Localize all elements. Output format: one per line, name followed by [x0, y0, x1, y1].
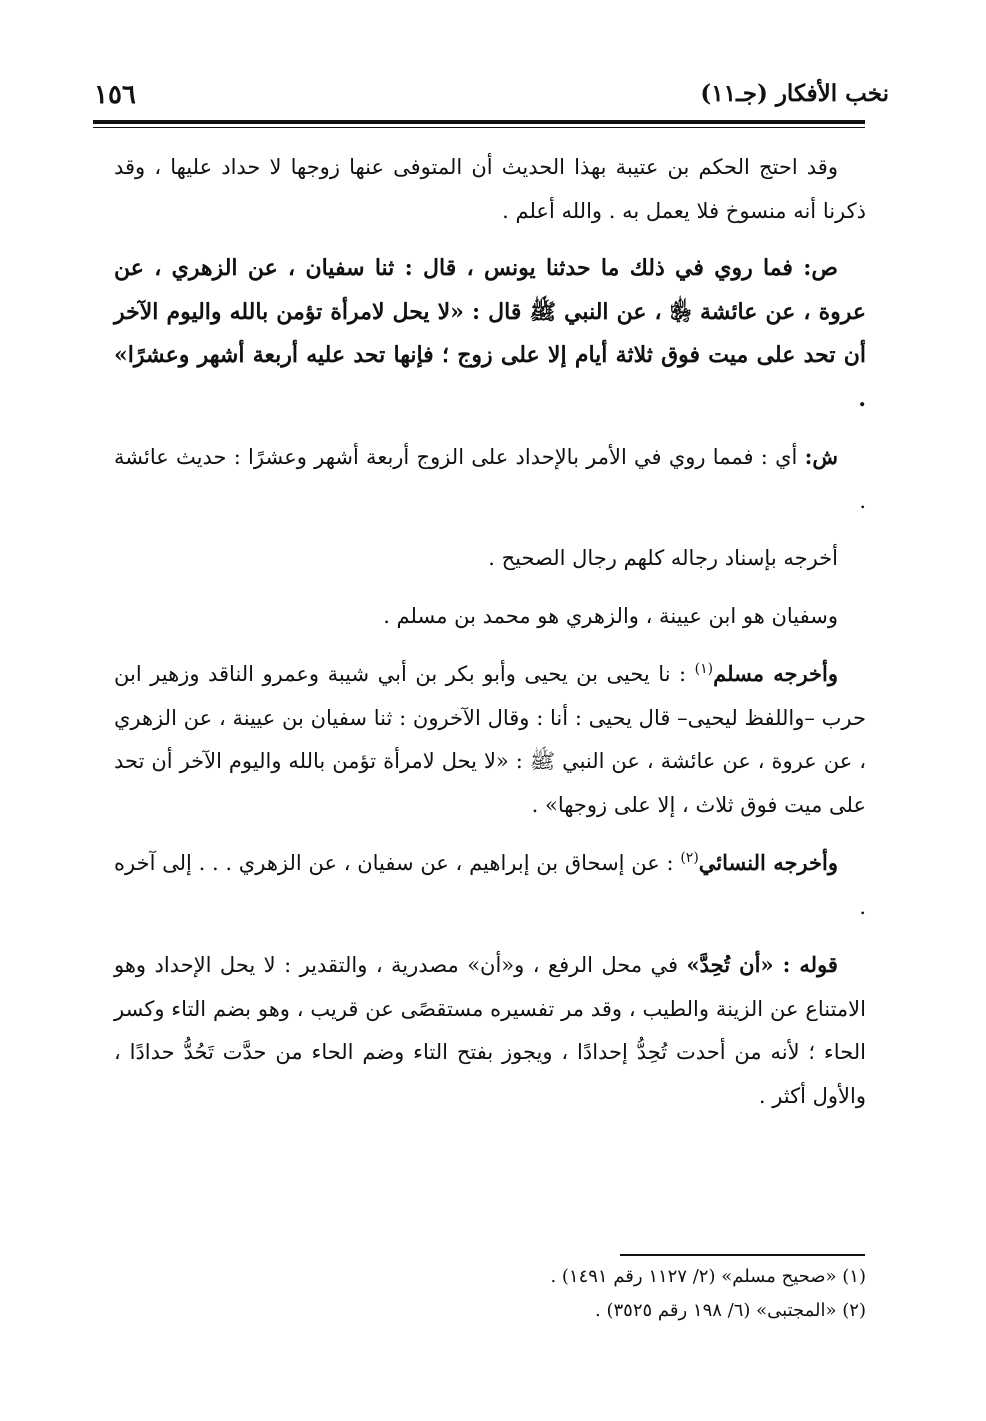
sharh-text: أي : فمما روي في الأمر بالإحداد على الزوج أربعة أشهر وعشرًا : حديث عائشة . [114, 445, 866, 513]
paragraph-7-nasai [114, 841, 866, 929]
matn-marker: ص: [803, 255, 838, 281]
muslim-lead: وأخرجه مسلم [713, 661, 838, 686]
footnotes [114, 1260, 866, 1328]
footnote-1: (١) «صحيح مسلم» (٢/ ١١٢٧ رقم ١٤٩١) . [550, 1266, 866, 1287]
commentary-text: في محل الرفع ، و«أن» مصدرية ، والتقدير : لا يحل الإحداد وهو الامتناع عن الزينة والطيب ، وقد مر تفسيره مستقصًى عن قريب ، وهو بضم التاء وكسر الحاء ؛ لأنه من أحدت تُحِدُّ إحدادًا ، ويجوز بفتح التاء وضم الحاء من حدَّت تَحُدُّ حدادًا ، والأول أكثر . [114, 953, 866, 1108]
paragraph-2-matn [114, 247, 866, 421]
footnote-separator [620, 1254, 865, 1256]
footnote-ref-1: (١) [694, 661, 714, 677]
running-header-title: نخب الأفكار (جـ١١) [700, 80, 889, 107]
paragraph-3-sharh [114, 435, 866, 523]
matn-text: فما روي في ذلك ما حدثنا يونس ، قال : ثنا سفيان ، عن الزهري ، عن عروة ، عن عائشة ﵂ ، عن النبي ﷺ قال : «لا يحل لامرأة تؤمن بالله واليوم الآخر أن تحد على ميت فوق ثلاثة أيام إلا على زوج ؛ فإنها تحد عليه أربعة أشهر وعشرًا» . [114, 255, 866, 412]
paragraph-8-commentary [114, 943, 866, 1118]
paragraph-1: وقد احتج الحكم بن عتيبة بهذا الحديث أن المتوفى عنها زوجها لا حداد عليها ، وقد ذكرنا أنه منسوخ فلا يعمل به . والله أعلم . [114, 155, 866, 223]
muslim-text: : نا يحيى بن يحيى وأبو بكر بن أبي شيبة وعمرو الناقد وزهير ابن حرب –واللفظ ليحيى– قال يحيى : أنا : وقال الآخرون : ثنا سفيان بن عيينة ، عن الزهري ، عن عروة ، عن عائشة ، عن النبي ﷺ : «لا يحل لامرأة تؤمن بالله واليوم الآخر أن تحد على ميت فوق ثلاث ، إلا على زوجها» . [114, 662, 866, 817]
page-number: ١٥٦ [94, 80, 136, 110]
footnote-2: (٢) «المجتبى» (٦/ ١٩٨ رقم ٣٥٢٥) . [595, 1300, 866, 1321]
header-rule-thick [93, 120, 865, 124]
header-rule-thin [93, 127, 865, 128]
paragraph-6-muslim [114, 652, 866, 827]
commentary-lead: قوله : «أن تُحِدَّ» [686, 952, 838, 977]
paragraph-5: وسفيان هو ابن عيينة ، والزهري هو محمد بن مسلم . [383, 603, 838, 628]
footnote-ref-2: (٢) [680, 850, 699, 866]
sharh-marker: ش: [804, 444, 838, 469]
nasai-lead: وأخرجه النسائي [698, 850, 838, 875]
nasai-text: : عن إسحاق بن إبراهيم ، عن سفيان ، عن الزهري . . . إلى آخره . [114, 851, 866, 919]
main-text [114, 146, 866, 1118]
paragraph-4: أخرجه بإسناد رجاله كلهم رجال الصحيح . [488, 546, 838, 570]
